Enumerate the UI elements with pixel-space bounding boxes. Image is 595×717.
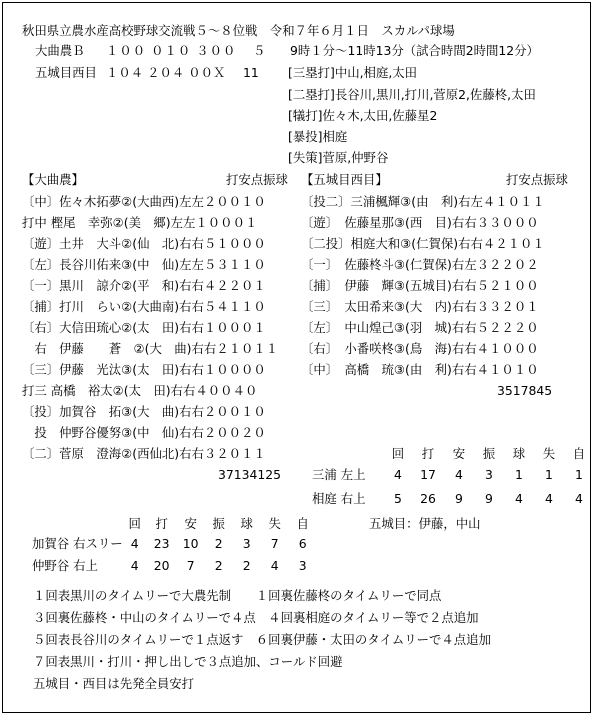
note-triples: [三塁打]中山,相庭,太田: [288, 65, 418, 80]
note-wild-pitches: [暴投]相庭: [288, 129, 348, 144]
pitcher-stat: 4: [515, 491, 523, 506]
linescore-total-away: ５: [253, 43, 266, 58]
pitching-header-cell: 失: [542, 446, 556, 461]
right-batter-row: 〔投二〕三浦楓輝③(由 利)右左４１０１１: [301, 194, 545, 209]
linescore-team-away: 大曲農Ｂ: [35, 43, 85, 58]
pitcher-stat: 6: [298, 536, 307, 551]
pitcher-row: [32, 555, 317, 577]
pitcher-row: [32, 533, 317, 555]
pitcher-stat: 1: [575, 467, 583, 482]
right-batter-row: 〔中〕 高橋 琉③(由 利)右右４１０１０: [301, 362, 539, 377]
summary-line: ３回裏佐藤柊・中山のタイムリーで４点 ４回裏相庭のタイムリー等で２点追加: [33, 610, 479, 625]
pitching-header-cell: 振: [482, 446, 496, 461]
right-batter-row: 〔遊〕 佐藤星那③(西 目)右右３３０００: [301, 215, 539, 230]
pitcher-stat: 1: [545, 467, 553, 482]
left-pitching-table: [32, 515, 317, 577]
pitcher-stat: 4: [455, 467, 463, 482]
pitching-header-cell: 回: [391, 446, 405, 461]
pitching-header-cell: 球: [512, 446, 526, 461]
pitcher-name: 相庭: [312, 491, 337, 506]
pitcher-name: 仲野谷: [32, 558, 70, 573]
pitcher-stat: 4: [575, 491, 583, 506]
pitcher-stat: 20: [153, 558, 170, 573]
left-batter-row: 右 伊藤 蒼 ②(大 曲)右右２１０１１: [22, 341, 279, 356]
right-team-header: 【五城目西目】: [301, 172, 388, 187]
left-batter-row: 打中 樫尾 幸弥②(美 郷)左左１０００１: [22, 215, 258, 230]
left-team-header: 【大曲農】: [22, 172, 84, 187]
note-errors: [失策]菅原,仲野谷: [288, 150, 389, 165]
pitching-header-cell: 打: [155, 516, 168, 531]
pitcher-stat: 4: [545, 491, 553, 506]
pitching-header-row: [312, 445, 594, 463]
game-time: 9時１分～11時13分（試合時間2時間12分）: [290, 43, 539, 58]
pitching-header-cell: 安: [184, 516, 197, 531]
pitcher-stat: 7: [186, 558, 195, 573]
pitcher-style: 左上: [340, 467, 366, 482]
summary-line: ５回表長谷川のタイムリーで１点返す ６回裏伊藤・太田のタイムリーで４点追加: [33, 632, 491, 647]
pitching-header-cell: 自: [572, 446, 586, 461]
left-batter-row: 打三 高橋 裕太②(太 田)右右４００４０: [22, 383, 258, 398]
pitcher-stat: 7: [270, 536, 279, 551]
pitcher-style: 右上: [340, 491, 366, 506]
pitcher-row: [312, 463, 594, 487]
right-batter-row: 〔一〕 佐藤柊斗③(仁賀保)右左３２２０２: [301, 257, 539, 272]
pitcher-stat: 4: [394, 467, 402, 482]
right-batting-total: 3517845: [497, 383, 553, 398]
pitcher-name: 加賀谷: [32, 536, 70, 551]
left-batter-row: 〔左〕長谷川佑来③(中 仙)左左５３１１０: [22, 257, 266, 272]
pitcher-stat: 3: [298, 558, 307, 573]
pitcher-stat: 3: [242, 536, 251, 551]
left-batter-row: 投 仲野谷優努③(中 仙)右右２００２０: [22, 425, 266, 440]
pitching-header-row: [32, 515, 317, 533]
game-title: 秋田県立農水産高校野球交流戦５～８位戦 令和７年６月１日 スカルパ球場: [22, 23, 455, 38]
pitching-header-cell: 打: [421, 446, 435, 461]
left-batter-row: 〔一〕黒川 諒介②(平 和)右右４２２０１: [22, 278, 266, 293]
pitcher-stat: 9: [455, 491, 463, 506]
pitcher-stat: 26: [420, 491, 436, 506]
pitcher-stat: 17: [420, 467, 436, 482]
pitcher-name: 三浦: [312, 467, 337, 482]
pitcher-stat: 1: [515, 467, 523, 482]
summary-line: １回表黒川のタイムリーで大農先制 １回裏佐藤柊のタイムリーで同点: [33, 588, 442, 603]
right-batter-row: 〔二投〕相庭大和③(仁賀保)右右４２１０１: [301, 236, 545, 251]
pitcher-stat: 3: [485, 467, 493, 482]
pitcher-stat: 4: [270, 558, 279, 573]
pitcher-stat: 2: [214, 558, 223, 573]
pitcher-stat: 5: [394, 491, 402, 506]
linescore-team-home: 五城目西目: [35, 65, 97, 80]
left-batter-row: 〔捕〕打川 らい②(大曲南)右右５４１１０: [22, 299, 266, 314]
linescore-innings-home: １０４ ２０４ ００Ｘ: [106, 65, 226, 80]
pitching-header-cell: 自: [296, 516, 309, 531]
left-stat-header: 打安点振球: [226, 172, 288, 187]
pitching-header-cell: 安: [452, 446, 466, 461]
left-batter-row: 〔遊〕土井 大斗②(仙 北)右右５１０００: [22, 236, 266, 251]
pitcher-stat: 4: [130, 536, 139, 551]
left-batting-total: 37134125: [218, 467, 282, 482]
pitcher-stat: 23: [153, 536, 170, 551]
left-batter-row: 〔中〕佐々木拓夢②(大曲西)左左２００１０: [22, 194, 266, 209]
left-batter-row: 〔右〕大信田琉心②(太 田)右右１０００１: [22, 320, 266, 335]
right-batter-row: 〔三〕 太田希来③(大 内)右右３３２０１: [301, 299, 539, 314]
linescore-total-home: 11: [243, 65, 259, 80]
right-batter-row: 〔捕〕 伊藤 輝③(五城目)右右５２１００: [301, 278, 539, 293]
pitcher-stat: 10: [182, 536, 199, 551]
pitcher-stat: 9: [485, 491, 493, 506]
pitcher-style: 右スリー: [73, 536, 123, 551]
pitching-header-cell: 回: [128, 516, 141, 531]
pitching-header-cell: 失: [268, 516, 281, 531]
left-batter-row: 〔三〕伊藤 光汰③(太 田)右右１００００: [22, 362, 266, 377]
right-batter-row: 〔左〕 中山煌己③(羽 城)右右５２２２０: [301, 320, 539, 335]
pitching-header-cell: 球: [240, 516, 253, 531]
summary-line: 五城目・西目は先発全員安打: [33, 676, 195, 691]
pitcher-stat: 2: [242, 558, 251, 573]
left-batter-row: 〔二〕菅原 澄海②(西仙北)右右３２０１１: [22, 446, 266, 461]
pitching-header-cell: 振: [212, 516, 225, 531]
umpires: 五城目：伊藤，中山: [369, 516, 481, 531]
right-pitching-table: [312, 445, 594, 511]
right-stat-header: 打安点振球: [506, 172, 568, 187]
linescore-innings-away: １００ ０１０ ３００: [106, 43, 237, 58]
pitcher-row: [312, 487, 594, 511]
pitcher-stat: 2: [214, 536, 223, 551]
pitcher-stat: 4: [130, 558, 139, 573]
right-batter-row: 〔右〕 小番咲柊③(鳥 海)右右４１０００: [301, 341, 539, 356]
note-doubles: [二塁打]長谷川,黒川,打川,菅原2,佐藤柊,太田: [288, 87, 536, 102]
pitcher-style: 右上: [73, 558, 98, 573]
note-sacrifices: [犠打]佐々木,太田,佐藤星2: [288, 108, 438, 123]
summary-line: ７回表黒川・打川・押し出しで３点追加、コールド回避: [33, 654, 343, 669]
left-batter-row: 〔投〕加賀谷 拓③(大 曲)右右２００１０: [22, 404, 266, 419]
